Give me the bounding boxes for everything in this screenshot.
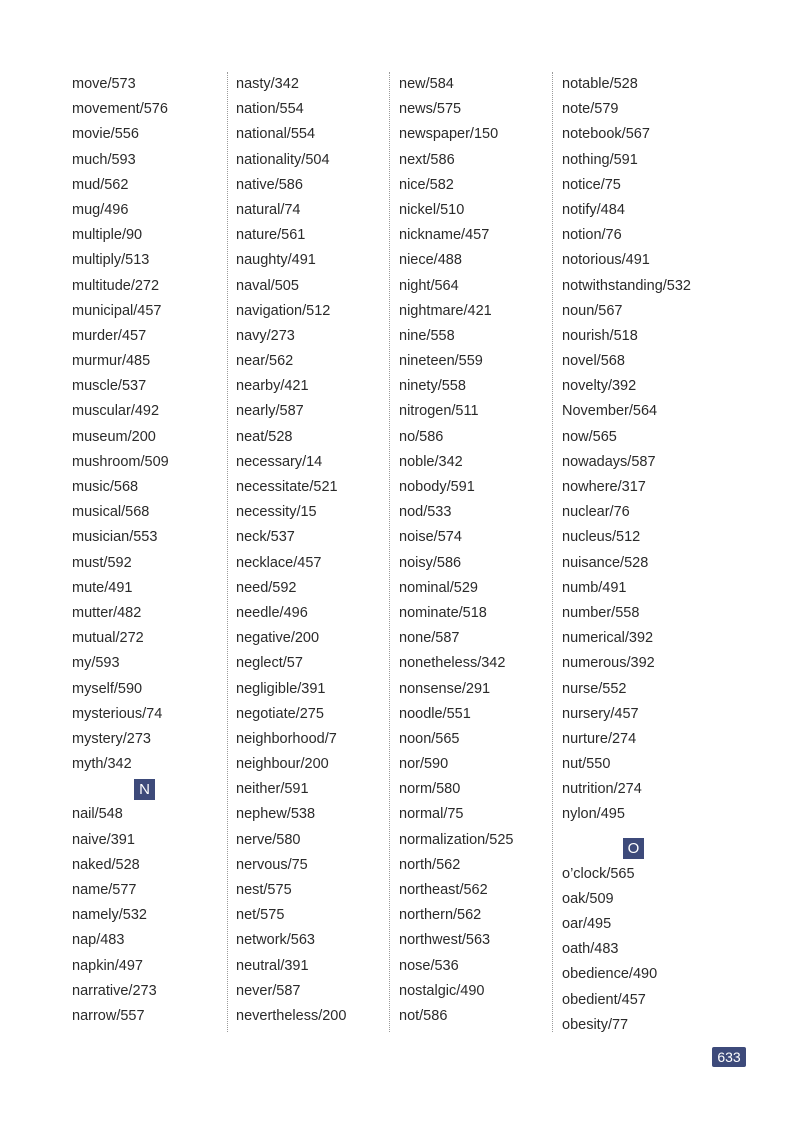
index-entry: nation/554	[236, 101, 304, 118]
index-entry: nephew/538	[236, 806, 316, 823]
index-column-4	[552, 72, 772, 1032]
index-entry: nitrogen/511	[399, 403, 479, 420]
index-entry: nostalgic/490	[399, 982, 485, 999]
index-entry: nominate/518	[399, 604, 487, 621]
index-entry: nearby/421	[236, 378, 309, 395]
index-entry: no/586	[399, 428, 444, 445]
index-entry: numb/491	[562, 579, 627, 596]
index-entry: nuisance/528	[562, 554, 649, 571]
index-entry: nap/483	[72, 932, 125, 949]
index-entry: ninety/558	[399, 378, 466, 395]
index-entry: must/592	[72, 554, 132, 571]
index-entry: network/563	[236, 932, 315, 949]
index-entry: narrative/273	[72, 982, 157, 999]
index-entry: nickname/457	[399, 227, 490, 244]
index-entry: negotiate/275	[236, 705, 324, 722]
index-entry: necessitate/521	[236, 479, 338, 495]
index-entry: note/579	[562, 101, 619, 118]
index-entry: now/565	[562, 428, 617, 445]
index-entry: nasty/342	[236, 76, 299, 92]
index-entry: numerical/392	[562, 630, 654, 647]
index-entry: mug/496	[72, 201, 129, 218]
index-entry: napkin/497	[72, 957, 143, 974]
index-entry: notify/484	[562, 201, 625, 218]
index-entry: none/587	[399, 630, 460, 647]
index-entry: nature/561	[236, 227, 306, 244]
index-entry: nucleus/512	[562, 529, 641, 546]
page-number: 633	[712, 1047, 746, 1067]
index-entry: notable/528	[562, 76, 638, 92]
index-entry: normalization/525	[399, 831, 514, 848]
index-entry: naive/391	[72, 831, 135, 848]
index-entry: next/586	[399, 151, 455, 168]
index-entry: necessity/15	[236, 504, 317, 521]
index-entry: obedient/457	[562, 991, 646, 1008]
index-entry: noble/342	[399, 453, 463, 470]
index-entry: muscular/492	[72, 403, 160, 420]
section-letter-badge: N	[134, 779, 155, 800]
index-entry: noisy/586	[399, 554, 462, 571]
index-entry: oak/509	[562, 890, 614, 907]
index-entry: nearly/587	[236, 403, 304, 420]
index-entry: negative/200	[236, 630, 320, 647]
section-letter-row	[562, 828, 772, 862]
index-entry: nervous/75	[236, 856, 308, 873]
index-entry: municipal/457	[72, 302, 162, 319]
index-entry: newspaper/150	[399, 126, 499, 143]
index-entry: nor/590	[399, 756, 449, 773]
index-entry: nickel/510	[399, 201, 465, 218]
index-entry: neck/537	[236, 529, 295, 546]
index-entry: not/586	[399, 1007, 448, 1024]
index-entry: notice/75	[562, 176, 621, 193]
index-entry: o’clock/565	[562, 865, 635, 882]
index-entry: numerous/392	[562, 655, 655, 672]
index-entry: northwest/563	[399, 932, 491, 949]
index-entry: namely/532	[72, 907, 147, 924]
index-entry: noun/567	[562, 302, 623, 319]
index-entry: mysterious/74	[72, 705, 163, 722]
index-entry: natural/74	[236, 201, 301, 218]
index-entry: narrow/557	[72, 1007, 145, 1024]
index-entry: nobody/591	[399, 479, 475, 495]
index-entry: mutual/272	[72, 630, 144, 647]
index-entry: mud/562	[72, 176, 129, 193]
index-entry: musician/553	[72, 529, 158, 546]
index-entry: musical/568	[72, 504, 150, 521]
index-entry: nevertheless/200	[236, 1007, 347, 1024]
index-entry: native/586	[236, 176, 303, 193]
index-entry: nowadays/587	[562, 453, 656, 470]
index-entry: nonetheless/342	[399, 655, 506, 672]
index-entry: nurse/552	[562, 680, 627, 697]
index-entry: obedience/490	[562, 966, 658, 983]
index-entry: mushroom/509	[72, 453, 169, 470]
index-entry: nonsense/291	[399, 680, 491, 697]
index-column-3	[389, 72, 551, 1032]
index-entry: novel/568	[562, 353, 625, 370]
index-entry: oar/495	[562, 916, 612, 932]
index-entry: nurture/274	[562, 730, 637, 747]
index-entry: novelty/392	[562, 378, 637, 395]
index-entry: November/564	[562, 403, 658, 420]
index-entry: neat/528	[236, 428, 293, 445]
index-entry: nutrition/274	[562, 781, 642, 798]
section-letter-badge: O	[623, 838, 644, 859]
index-entry: movement/576	[72, 101, 168, 118]
index-entry: name/577	[72, 882, 137, 898]
index-entry: neighbour/200	[236, 756, 329, 773]
index-entry: national/554	[236, 126, 316, 143]
index-entry: nationality/504	[236, 151, 330, 168]
index-entry: multiple/90	[72, 227, 143, 244]
index-entry: nourish/518	[562, 327, 638, 344]
index-entry: night/564	[399, 277, 459, 294]
index-entry: negligible/391	[236, 680, 326, 697]
index-entry: noodle/551	[399, 705, 471, 722]
index-entry: news/575	[399, 101, 462, 118]
index-entry: navy/273	[236, 327, 295, 344]
index-entry: notorious/491	[562, 252, 650, 269]
index-entry: neutral/391	[236, 957, 309, 974]
index-entry: normal/75	[399, 806, 464, 823]
index-entry: number/558	[562, 604, 640, 621]
index-entry: murder/457	[72, 327, 147, 344]
index-entry: nod/533	[399, 504, 452, 521]
index-entry: northern/562	[399, 907, 482, 924]
index-entry: muscle/537	[72, 378, 147, 395]
index-entry: nut/550	[562, 756, 611, 773]
index-entry: necklace/457	[236, 554, 322, 571]
index-entry: noon/565	[399, 730, 460, 747]
index-entry: neglect/57	[236, 655, 303, 672]
index-entry: nylon/495	[562, 806, 625, 823]
index-entry: need/592	[236, 579, 297, 596]
section-letter-row	[72, 777, 222, 802]
index-entry: mutter/482	[72, 604, 142, 621]
index-entry: my/593	[72, 655, 120, 672]
index-entry: multitude/272	[72, 277, 160, 294]
index-entry: navigation/512	[236, 302, 331, 319]
index-column-1	[72, 72, 222, 1032]
index-entry: movie/556	[72, 126, 139, 143]
index-entry: nursery/457	[562, 705, 639, 722]
index-entry: music/568	[72, 479, 139, 495]
index-entry: north/562	[399, 856, 461, 873]
index-entry: multiply/513	[72, 252, 150, 269]
index-entry: move/573	[72, 76, 136, 92]
index-entry: mystery/273	[72, 730, 151, 747]
index-entry: neighborhood/7	[236, 730, 337, 747]
index-entry: nerve/580	[236, 831, 301, 848]
index-entry: notion/76	[562, 227, 622, 244]
index-entry: myself/590	[72, 680, 143, 697]
index-entry: nest/575	[236, 882, 292, 898]
index-entry: nothing/591	[562, 151, 638, 168]
index-entry: necessary/14	[236, 453, 323, 470]
index-entry: nowhere/317	[562, 479, 646, 495]
index-column-2	[227, 72, 387, 1032]
index-entry: notebook/567	[562, 126, 650, 143]
index-entry: oath/483	[562, 941, 619, 958]
index-entry: mute/491	[72, 579, 133, 596]
index-entry: net/575	[236, 907, 285, 924]
index-entry: neither/591	[236, 781, 309, 798]
index-entry: notwithstanding/532	[562, 277, 691, 294]
index-entry: much/593	[72, 151, 136, 168]
index-entry: naval/505	[236, 277, 299, 294]
index-entry: nail/548	[72, 806, 123, 823]
index-entry: near/562	[236, 353, 294, 370]
index-entry: nine/558	[399, 327, 455, 344]
index-entry: new/584	[399, 76, 454, 92]
index-entry: naked/528	[72, 856, 140, 873]
index-entry: murmur/485	[72, 353, 151, 370]
index-entry: northeast/562	[399, 882, 488, 898]
index-entry: nightmare/421	[399, 302, 492, 319]
index-entry: noise/574	[399, 529, 462, 546]
index-entry: nice/582	[399, 176, 454, 193]
index-entry: naughty/491	[236, 252, 316, 269]
index-entry: nineteen/559	[399, 353, 483, 370]
index-entry: myth/342	[72, 756, 132, 773]
index-entry: nose/536	[399, 957, 459, 974]
index-entry: norm/580	[399, 781, 461, 798]
index-entry: niece/488	[399, 252, 462, 269]
index-entry: obesity/77	[562, 1016, 629, 1033]
index-entry: museum/200	[72, 428, 156, 445]
index-entry: nuclear/76	[562, 504, 630, 521]
index-entry: nominal/529	[399, 579, 478, 596]
index-entry: never/587	[236, 982, 301, 999]
index-entry: needle/496	[236, 604, 308, 621]
